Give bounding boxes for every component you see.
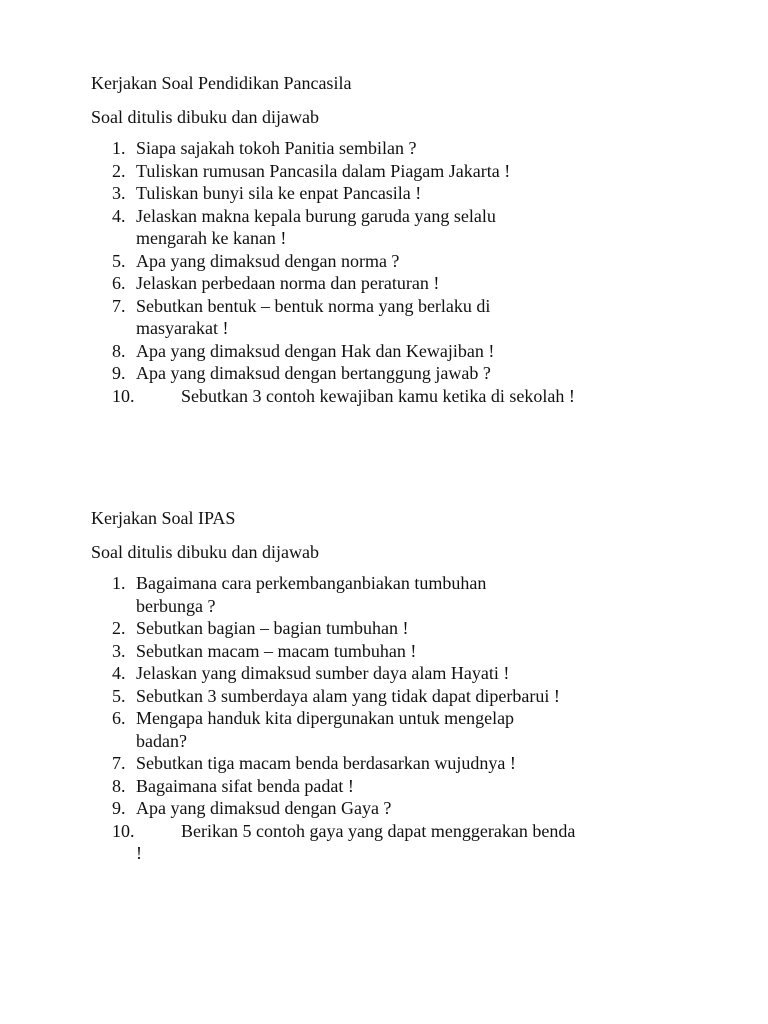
question-text: Apa yang dimaksud dengan bertanggung jawab ? <box>136 363 491 383</box>
question-number: 4. <box>112 205 126 226</box>
question-text: Sebutkan tiga macam benda berdasarkan wujudnya ! <box>136 753 516 773</box>
question-item <box>91 340 691 363</box>
question-text-continued: ! <box>136 843 142 863</box>
question-number: 2. <box>112 160 126 181</box>
question-item <box>91 362 691 385</box>
question-item <box>91 385 691 408</box>
question-number: 8. <box>112 340 126 361</box>
question-text: Bagaimana cara perkembanganbiakan tumbuhan <box>136 573 487 593</box>
question-number: 1. <box>112 573 126 593</box>
question-item <box>91 707 691 752</box>
question-text-continued: mengarah ke kanan ! <box>136 228 287 248</box>
question-item <box>91 640 691 663</box>
question-item <box>91 160 691 183</box>
question-text: Apa yang dimaksud dengan norma ? <box>136 250 400 271</box>
question-number: 5. <box>112 685 126 706</box>
question-list <box>91 572 691 865</box>
question-item <box>91 775 691 798</box>
question-text: Jelaskan yang dimaksud sumber daya alam Hayati ! <box>136 663 510 683</box>
question-list <box>91 137 691 407</box>
question-item <box>91 797 691 820</box>
section-pancasila <box>91 72 691 407</box>
question-text-continued: badan? <box>136 730 187 751</box>
question-item <box>91 617 691 640</box>
section-heading: Kerjakan Soal Pendidikan Pancasila <box>91 73 352 93</box>
question-item <box>91 685 691 708</box>
question-number: 10. <box>112 820 135 841</box>
question-number: 10. <box>112 385 135 406</box>
question-number: 8. <box>112 775 126 796</box>
question-text: Siapa sajakah tokoh Panitia sembilan ? <box>136 138 417 158</box>
question-item <box>91 662 691 685</box>
question-item <box>91 272 691 295</box>
question-text: Sebutkan bentuk – bentuk norma yang berlaku di <box>136 295 491 316</box>
question-text: Berikan 5 contoh gaya yang dapat menggerakan benda <box>181 820 576 841</box>
question-number: 3. <box>112 640 126 661</box>
question-text: Apa yang dimaksud dengan Gaya ? <box>136 798 392 818</box>
question-text-continued: berbunga ? <box>136 595 216 616</box>
section-instruction: Soal ditulis dibuku dan dijawab <box>91 541 319 562</box>
question-number: 6. <box>112 708 126 728</box>
question-number: 7. <box>112 753 126 773</box>
question-item <box>91 137 691 160</box>
question-item <box>91 572 691 617</box>
question-number: 2. <box>112 618 126 638</box>
question-number: 9. <box>112 798 126 818</box>
question-text: Jelaskan perbedaan norma dan peraturan ! <box>136 273 440 293</box>
question-text: Apa yang dimaksud dengan Hak dan Kewajiban ! <box>136 340 495 361</box>
question-text-continued: masyarakat ! <box>136 318 229 338</box>
question-item <box>91 752 691 775</box>
question-number: 1. <box>112 138 126 158</box>
question-text: Jelaskan makna kepala burung garuda yang selalu <box>136 205 496 226</box>
question-text: Bagaimana sifat benda padat ! <box>136 775 354 796</box>
question-item <box>91 250 691 273</box>
question-text: Sebutkan 3 sumberdaya alam yang tidak dapat diperbarui ! <box>136 685 560 706</box>
question-text: Tuliskan bunyi sila ke enpat Pancasila ! <box>136 183 422 203</box>
question-text: Sebutkan 3 contoh kewajiban kamu ketika di sekolah ! <box>181 385 575 406</box>
question-number: 4. <box>112 663 126 683</box>
section-ipas <box>91 507 691 865</box>
question-number: 7. <box>112 295 126 316</box>
question-item <box>91 205 691 250</box>
question-text: Mengapa handuk kita dipergunakan untuk mengelap <box>136 708 515 728</box>
question-number: 5. <box>112 250 126 271</box>
section-instruction: Soal ditulis dibuku dan dijawab <box>91 106 319 127</box>
question-text: Tuliskan rumusan Pancasila dalam Piagam Jakarta ! <box>136 160 511 181</box>
question-item <box>91 182 691 205</box>
question-number: 3. <box>112 183 126 203</box>
question-text: Sebutkan bagian – bagian tumbuhan ! <box>136 618 409 638</box>
question-item <box>91 295 691 340</box>
question-number: 6. <box>112 273 126 293</box>
question-item <box>91 820 691 865</box>
question-number: 9. <box>112 363 126 383</box>
question-text: Sebutkan macam – macam tumbuhan ! <box>136 640 417 661</box>
section-heading: Kerjakan Soal IPAS <box>91 508 236 528</box>
